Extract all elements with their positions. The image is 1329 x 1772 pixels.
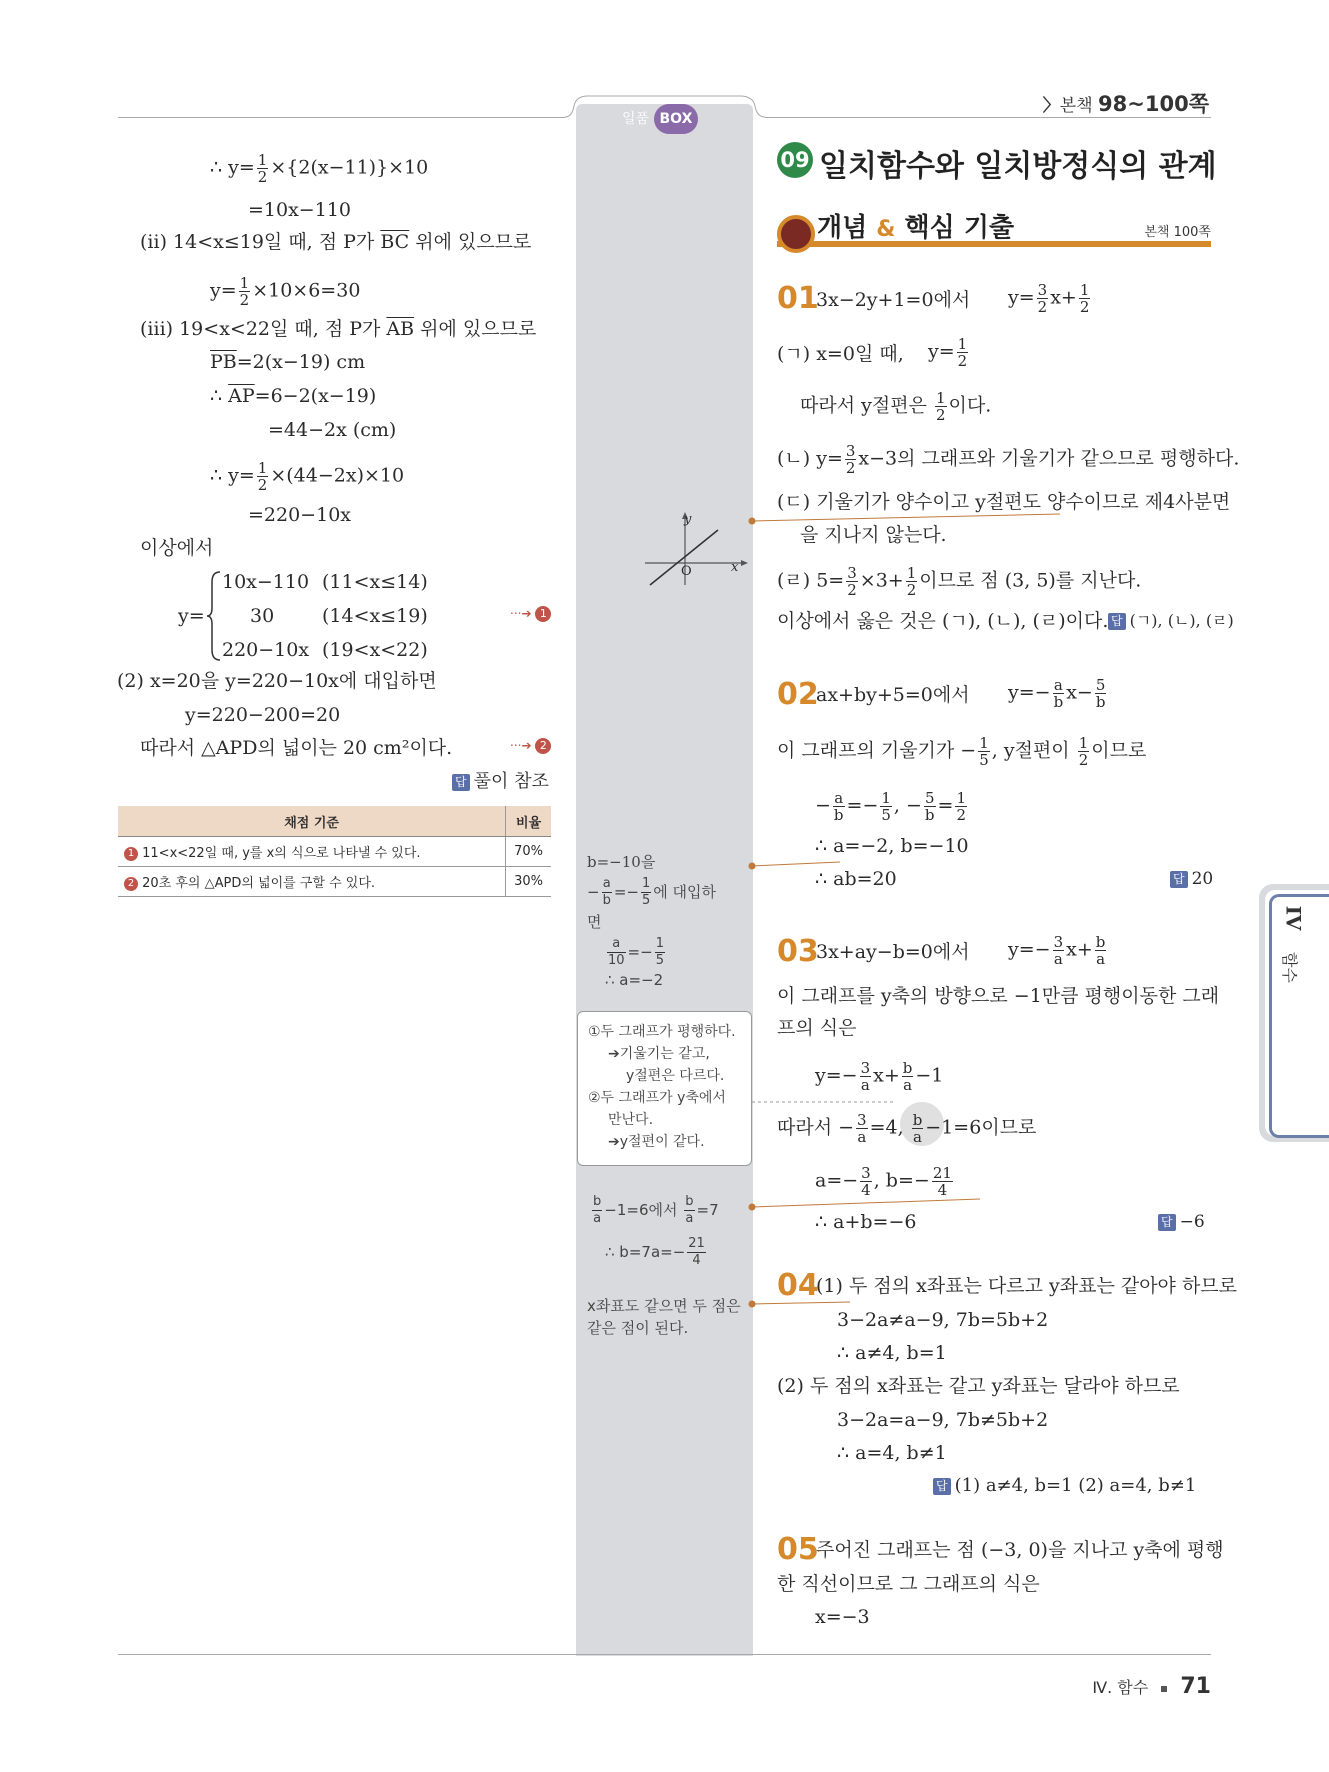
question-number: 04	[777, 1268, 819, 1303]
mini-graph-y-label: y	[684, 512, 692, 527]
left-line-6: $\overline{PB}=2(x-19)$ cm	[210, 351, 366, 373]
q4-line: ∴ a≠4, b=1	[837, 1342, 947, 1364]
left-answer: 답 풀이 참조	[452, 769, 549, 794]
banner-reference: 본책 100쪽	[1144, 225, 1211, 240]
chapter-tab-roman: IV	[1281, 905, 1306, 931]
q4-line: ∴ a=4, b≠1	[837, 1442, 947, 1464]
q1-line: 을 지나지 않는다.	[800, 524, 947, 546]
sidebar-badge: 일품 BOX	[622, 104, 698, 134]
q4-line: 3−2a=a−9, 7b≠5b+2	[837, 1409, 1049, 1431]
piecewise-cond-2: (14<x≤19)	[322, 605, 428, 627]
q3-line: 따라서 − $\frac{3}{a}$ =4, $\frac{b}{a}$ −1=6이므로	[777, 1111, 1037, 1146]
piecewise-row-1: 10x−110	[222, 571, 310, 593]
book-pages: 98~100쪽	[1098, 92, 1209, 116]
criteria-header: 채점 기준	[118, 806, 506, 837]
note-line: $\frac{a}{10}$ =− $\frac{1}{5}$	[608, 936, 664, 968]
q2-formula: y=− $\frac{a}{b}$ x− $\frac{5}{b}$	[1008, 676, 1106, 711]
note-line: $\frac{b}{a}$ −1=6에서 $\frac{b}{a}$ =7	[593, 1194, 719, 1226]
piecewise-cond-3: (19<x<22)	[322, 639, 428, 661]
mini-graph-origin: O	[681, 564, 692, 579]
q1-line: 3x−2y+1=0에서	[816, 289, 971, 311]
q2-line: ax+by+5=0에서	[816, 684, 970, 706]
q1-line: y= $\frac{1}{2}$	[928, 335, 968, 370]
left-line-2: =10x−110	[248, 199, 351, 221]
left-line-8: =44−2x (cm)	[268, 419, 397, 441]
section-title: 일치함수와 일치방정식의 관계	[819, 149, 1217, 184]
left-line-9: ∴ y= $\frac{1}{2}$ ×(44−2x)×10	[210, 459, 405, 494]
footer-chapter: Ⅳ. 함수	[1092, 1678, 1149, 1697]
q4-answer: 답 (1) a≠4, b=1 (2) a=4, b≠1	[933, 1474, 1196, 1498]
section-number: 09	[777, 142, 813, 178]
note-line: 같은 점이 된다.	[587, 1319, 689, 1337]
piecewise-row-3: 220−10x	[222, 639, 310, 661]
left-line-10: =220−10x	[248, 504, 351, 526]
footer-rule	[118, 1654, 1211, 1655]
left-line-1: ∴ y= $\frac{1}{2}$ ×{2(x−11)}×10	[210, 151, 429, 186]
q3-line: 이 그래프를 y축의 방향으로 −1만큼 평행이동한 그래	[777, 985, 1220, 1007]
ratio-header: 비율	[506, 806, 551, 837]
answer-badge: 답	[452, 774, 470, 791]
q2-line: ∴ ab=20	[815, 868, 897, 890]
banner-dot-icon	[777, 215, 815, 253]
q4-line: (1) 두 점의 x좌표는 다르고 y좌표는 같아야 하므로	[816, 1275, 1238, 1297]
left-line-14: 따라서 △APD의 넓이는 20 cm²이다.	[140, 737, 453, 759]
q2-answer: 답 20	[1170, 867, 1213, 891]
left-line-5: (iii) 19<x<22일 때, 점 P가 $\overline{AB}$ 위에 있으므로	[140, 318, 537, 340]
piecewise-cond-1: (11<x≤14)	[322, 571, 428, 593]
q1-line: 이상에서 옳은 것은 (ㄱ), (ㄴ), (ㄹ)이다.	[777, 610, 1109, 632]
q5-line: x=−3	[815, 1606, 870, 1628]
question-number: 01	[777, 281, 819, 316]
q3-line: y=− $\frac{3}{a}$ x+ $\frac{b}{a}$ −1	[815, 1059, 944, 1094]
left-line-12: (2) x=20을 y=220−10x에 대입하면	[117, 670, 437, 692]
q1-line: 따라서 y절편은 $\frac{1}{2}$ 이다.	[800, 389, 992, 424]
page-number: 71	[1180, 1674, 1211, 1699]
q1-answer: 답 (ㄱ), (ㄴ), (ㄹ)	[1108, 609, 1234, 633]
answer-badge: 답	[1108, 613, 1126, 630]
parallel-conditions-box: ①두 그래프가 평행하다. ➔기울기는 같고, y절편은 다르다. ②두 그래프가 y축에서 만난다. ➔y절편이 같다.	[577, 1011, 752, 1166]
note-line: − $\frac{a}{b}$ =− $\frac{1}{5}$ 에 대입하	[587, 876, 716, 908]
q1-line: (ㄷ) 기울기가 양수이고 y절편도 양수이므로 제4사분면	[777, 491, 1231, 513]
q3-line: ∴ a+b=−6	[815, 1211, 917, 1233]
left-line-4: y= $\frac{1}{2}$ ×10×6=30	[210, 274, 361, 309]
q3-line: 프의 식은	[777, 1017, 857, 1039]
mini-graph-x-label: x	[731, 560, 739, 575]
piecewise-row-2: 30	[250, 605, 275, 627]
q3-line: a=− $\frac{3}{4}$ , b=− $\frac{21}{4}$	[815, 1164, 952, 1199]
concept-banner: 개념 & 핵심 기출 본책 100쪽	[777, 205, 1211, 250]
chapter-tab[interactable]	[1259, 884, 1329, 1142]
q1-formula: y= $\frac{3}{2}$ x+ $\frac{1}{2}$	[1008, 281, 1090, 316]
fraction: $\frac{1}{2}$	[257, 151, 268, 186]
left-line-3: (ii) 14<x≤19일 때, 점 P가 $\overline{BC}$ 위에 있으므로	[140, 231, 532, 253]
q4-line: (2) 두 점의 x좌표는 같고 y좌표는 달라야 하므로	[777, 1375, 1180, 1397]
step-marker-2: ···➔ 2	[510, 738, 551, 754]
note-line: x좌표도 같으면 두 점은	[587, 1297, 741, 1315]
q3-formula: y=− $\frac{3}{a}$ x+ $\frac{b}{a}$	[1008, 933, 1106, 968]
box-badge: BOX	[654, 104, 699, 134]
q1-line: (ㄹ) 5= $\frac{3}{2}$ ×3+ $\frac{1}{2}$ 이므로 점 (3, 5)를 지난다.	[777, 564, 1142, 599]
piecewise-y: y=	[178, 605, 205, 627]
q5-line: 주어진 그래프는 점 (−3, 0)을 지나고 y축에 평행	[816, 1539, 1224, 1561]
note-line: b=−10을	[587, 853, 656, 871]
answer-badge: 답	[1158, 1214, 1176, 1231]
q2-line: ∴ a=−2, b=−10	[815, 835, 969, 857]
question-number: 05	[777, 1532, 819, 1567]
left-line-7: ∴ $\overline{AP}=6-2(x-19)$	[210, 385, 377, 407]
note-line: 면	[587, 913, 602, 931]
footer	[1092, 1674, 1211, 1699]
q3-answer: 답 −6	[1158, 1210, 1205, 1234]
chevron-right-icon: 〉	[1042, 96, 1060, 116]
step-marker-1: ···➔ 1	[510, 606, 551, 622]
table-row: 1 11<x<22일 때, y를 x의 식으로 나타낼 수 있다. 70%	[118, 837, 551, 867]
left-line-13: y=220−200=20	[185, 704, 341, 726]
question-number: 03	[777, 934, 819, 969]
q2-line: − $\frac{a}{b}$ =− $\frac{1}{5}$ , − $\frac{5}{b}$ = $\frac{1}{2}$	[815, 789, 966, 824]
q4-line: 3−2a≠a−9, 7b=5b+2	[837, 1309, 1049, 1331]
q1-line: (ㄴ) y= $\frac{3}{2}$ x−3의 그래프와 기울기가 같으므로 평행하다.	[777, 442, 1240, 477]
left-line-11: 이상에서	[140, 537, 214, 559]
q2-line: 이 그래프의 기울기가 − $\frac{1}{5}$ , y절편이 $\frac{1}{2}$ 이므로	[777, 734, 1147, 769]
answer-badge: 답	[933, 1478, 951, 1495]
note-line: ∴ a=−2	[605, 971, 664, 989]
table-row: 2 20초 후의 △APD의 넓이를 구할 수 있다. 30%	[118, 867, 551, 897]
q5-line: 한 직선이므로 그 그래프의 식은	[777, 1573, 1040, 1595]
q1-line: (ㄱ) x=0일 때,	[777, 343, 904, 365]
book-reference: 〉본책 98~100쪽	[1042, 92, 1209, 116]
chapter-tab-label: 함수	[1279, 952, 1299, 983]
q3-line: 3x+ay−b=0에서	[816, 941, 970, 963]
note-line: ∴ b=7a=− $\frac{21}{4}$	[605, 1236, 705, 1268]
answer-badge: 답	[1170, 871, 1188, 888]
question-number: 02	[777, 677, 819, 712]
